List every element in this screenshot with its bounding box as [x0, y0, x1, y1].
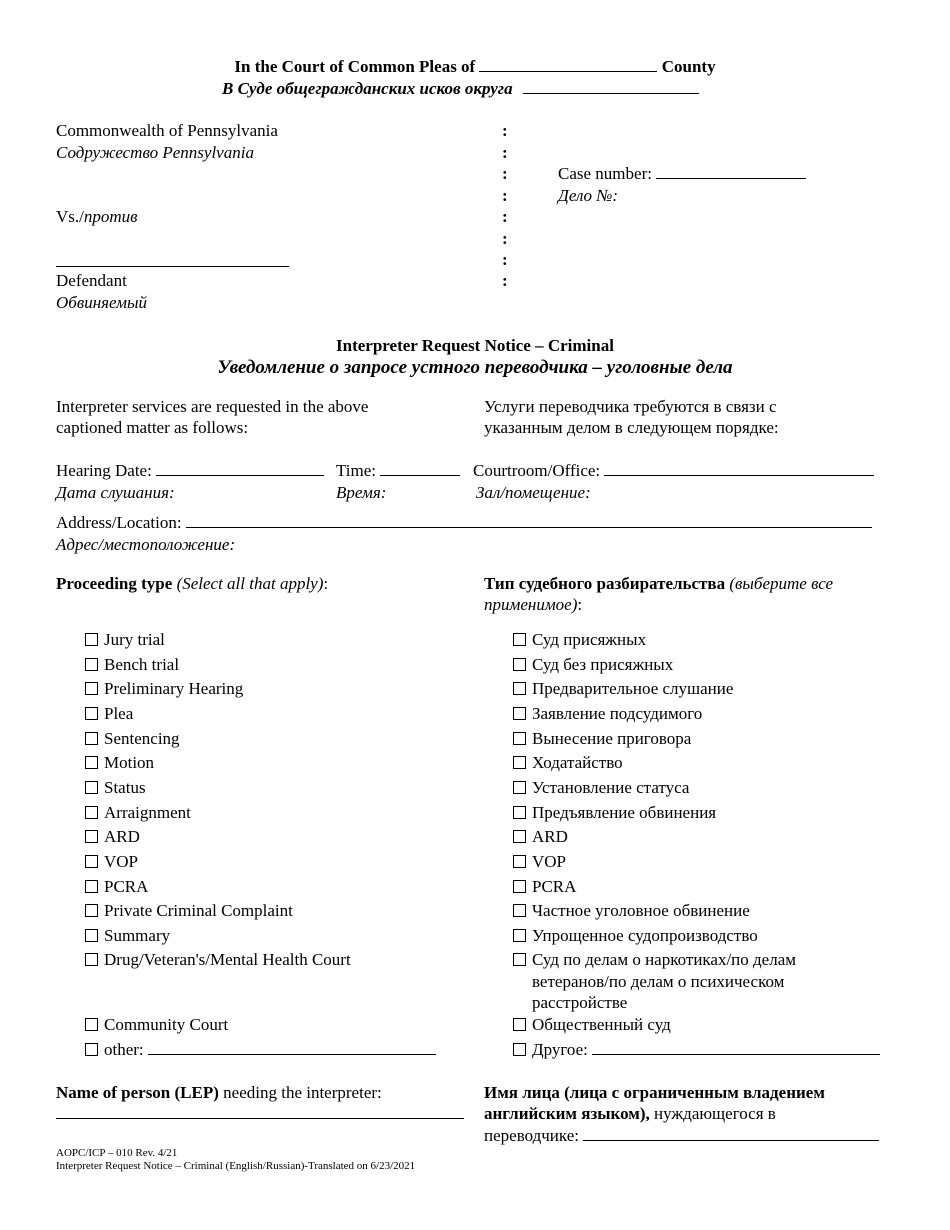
case-number-ru: Дело №: — [558, 186, 618, 205]
checkbox[interactable] — [513, 732, 526, 745]
intro-en-line1: Interpreter services are requested in the above — [56, 397, 369, 416]
checkbox[interactable] — [513, 953, 526, 966]
option-summary[interactable]: Summary — [85, 926, 170, 946]
option-preliminary-hearing-ru[interactable]: Предварительное слушание — [513, 679, 733, 699]
checkbox[interactable] — [85, 781, 98, 794]
checkbox[interactable] — [513, 904, 526, 917]
checkbox[interactable] — [513, 855, 526, 868]
lep-name-label-ru: Имя лица (лица с ограниченным владением — [484, 1083, 825, 1102]
lep-name-label-ru-line2: английским языком), нуждающегося в — [484, 1104, 776, 1123]
footer-form-title: Interpreter Request Notice – Criminal (English/Russian)-Translated on 6/23/2021 — [56, 1160, 416, 1172]
checkbox[interactable] — [85, 806, 98, 819]
lep-name-blank[interactable] — [56, 1104, 464, 1124]
option-ard-ru[interactable]: ARD — [513, 827, 568, 847]
intro-en-line2: captioned matter as follows: — [56, 418, 249, 437]
option-sentencing[interactable]: Sentencing — [85, 729, 180, 749]
option-jury-trial[interactable]: Jury trial — [85, 630, 165, 650]
caption-colon: : — [502, 186, 508, 205]
form-title-en: Interpreter Request Notice – Criminal — [336, 336, 614, 355]
checkbox[interactable] — [513, 633, 526, 646]
option-community-court-ru[interactable]: Общественный суд — [513, 1015, 671, 1035]
versus-label: Vs./против — [56, 207, 138, 226]
option-vop-ru[interactable]: VOP — [513, 852, 566, 872]
checkbox[interactable] — [85, 1018, 98, 1031]
hearing-date-blank[interactable] — [156, 461, 324, 476]
checkbox[interactable] — [513, 781, 526, 794]
form-title-ru: Уведомление о запросе устного переводчика – уголовные дела — [217, 357, 733, 378]
option-status-ru[interactable]: Установление статуса — [513, 778, 689, 798]
checkbox[interactable] — [513, 929, 526, 942]
courtroom-field: Courtroom/Office: — [473, 461, 874, 481]
case-number-field: Case number: — [558, 164, 806, 184]
option-summary-ru[interactable]: Упрощенное судопроизводство — [513, 926, 758, 946]
case-number-blank[interactable] — [656, 164, 806, 179]
option-drug-court-ru[interactable]: Суд по делам о наркотиках/по делам — [513, 950, 796, 970]
checkbox[interactable] — [85, 756, 98, 769]
hearing-date-ru: Дата слушания: — [56, 483, 175, 502]
checkbox[interactable] — [513, 806, 526, 819]
checkbox[interactable] — [513, 1043, 526, 1056]
checkbox[interactable] — [85, 953, 98, 966]
county-blank[interactable] — [479, 57, 657, 72]
checkbox[interactable] — [85, 732, 98, 745]
address-ru: Адрес/местоположение: — [56, 535, 236, 554]
option-motion[interactable]: Motion — [85, 753, 154, 773]
lep-name-blank-ru[interactable] — [583, 1126, 879, 1141]
option-plea-ru[interactable]: Заявление подсудимого — [513, 704, 702, 724]
checkbox[interactable] — [85, 1043, 98, 1056]
time-ru: Время: — [336, 483, 387, 502]
checkbox[interactable] — [85, 707, 98, 720]
checkbox[interactable] — [85, 682, 98, 695]
lep-name-field-ru: переводчике: — [484, 1126, 879, 1146]
checkbox[interactable] — [513, 830, 526, 843]
commonwealth-en: Commonwealth of Pennsylvania — [56, 121, 278, 140]
checkbox[interactable] — [513, 1018, 526, 1031]
option-jury-trial-ru[interactable]: Суд присяжных — [513, 630, 646, 650]
option-sentencing-ru[interactable]: Вынесение приговора — [513, 729, 691, 749]
option-bench-trial[interactable]: Bench trial — [85, 655, 179, 675]
checkbox[interactable] — [85, 633, 98, 646]
caption-colon: : — [502, 250, 508, 269]
proceeding-type-ru-line2: применимое): — [484, 595, 583, 614]
caption-colon: : — [502, 143, 508, 162]
checkbox[interactable] — [85, 880, 98, 893]
option-bench-trial-ru[interactable]: Суд без присяжных — [513, 655, 673, 675]
intro-ru-line1: Услуги переводчика требуются в связи с — [484, 397, 777, 416]
commonwealth-ru: Содружество Pennsylvania — [56, 143, 254, 162]
defendant-name-blank[interactable] — [56, 252, 289, 272]
option-preliminary-hearing[interactable]: Preliminary Hearing — [85, 679, 243, 699]
option-drug-court-ru-line3: расстройстве — [532, 993, 628, 1012]
checkbox[interactable] — [513, 707, 526, 720]
other-blank-ru[interactable] — [592, 1040, 880, 1055]
address-field: Address/Location: — [56, 513, 872, 533]
checkbox[interactable] — [513, 658, 526, 671]
checkbox[interactable] — [85, 830, 98, 843]
hearing-date-field: Hearing Date: — [56, 461, 324, 481]
option-plea[interactable]: Plea — [85, 704, 133, 724]
checkbox[interactable] — [85, 929, 98, 942]
proceeding-type-ru: Тип судебного разбирательства (выберите все — [484, 574, 834, 593]
option-other[interactable]: other: — [85, 1040, 436, 1060]
option-pcra[interactable]: PCRA — [85, 877, 148, 897]
option-pcra-ru[interactable]: PCRA — [513, 877, 576, 897]
address-blank[interactable] — [186, 513, 872, 528]
option-status[interactable]: Status — [85, 778, 146, 798]
lep-name-label-en: Name of person (LEP) needing the interpreter: — [56, 1083, 382, 1102]
checkbox[interactable] — [85, 658, 98, 671]
court-heading-ru: В Суде общегражданских исков округа — [222, 79, 699, 99]
time-field: Time: — [336, 461, 460, 481]
caption-colon: : — [502, 207, 508, 226]
option-private-criminal-complaint[interactable]: Private Criminal Complaint — [85, 901, 293, 921]
defendant-label-ru: Обвиняемый — [56, 293, 148, 312]
checkbox[interactable] — [513, 682, 526, 695]
checkbox[interactable] — [513, 880, 526, 893]
other-blank[interactable] — [148, 1040, 436, 1055]
court-heading-en: In the Court of Common Pleas of County — [234, 57, 716, 76]
courtroom-blank[interactable] — [604, 461, 874, 476]
caption-colon: : — [502, 121, 508, 140]
option-community-court[interactable]: Community Court — [85, 1015, 228, 1035]
time-blank[interactable] — [380, 461, 460, 476]
intro-ru-line2: указанным делом в следующем порядке: — [484, 418, 779, 437]
option-vop[interactable]: VOP — [85, 852, 138, 872]
option-private-criminal-complaint-ru[interactable]: Частное уголовное обвинение — [513, 901, 750, 921]
option-drug-court-ru-line2: ветеранов/по делам о психическом — [532, 972, 785, 991]
caption-colon: : — [502, 164, 508, 183]
option-arraignment[interactable]: Arraignment — [85, 803, 191, 823]
option-drug-veterans-mental-health-court[interactable]: Drug/Veteran's/Mental Health Court — [85, 950, 351, 970]
caption-colon: : — [502, 229, 508, 248]
option-ard[interactable]: ARD — [85, 827, 140, 847]
checkbox[interactable] — [85, 855, 98, 868]
courtroom-ru: Зал/помещение: — [476, 483, 591, 502]
option-motion-ru[interactable]: Ходатайство — [513, 753, 623, 773]
caption-colon: : — [502, 271, 508, 290]
defendant-label-en: Defendant — [56, 271, 127, 290]
option-other-ru[interactable]: Другое: — [513, 1040, 880, 1060]
proceeding-type-en: Proceeding type (Select all that apply): — [56, 574, 329, 593]
footer-form-id: AOPC/ICP – 010 Rev. 4/21 — [56, 1147, 178, 1159]
checkbox[interactable] — [85, 904, 98, 917]
checkbox[interactable] — [513, 756, 526, 769]
option-arraignment-ru[interactable]: Предъявление обвинения — [513, 803, 716, 823]
